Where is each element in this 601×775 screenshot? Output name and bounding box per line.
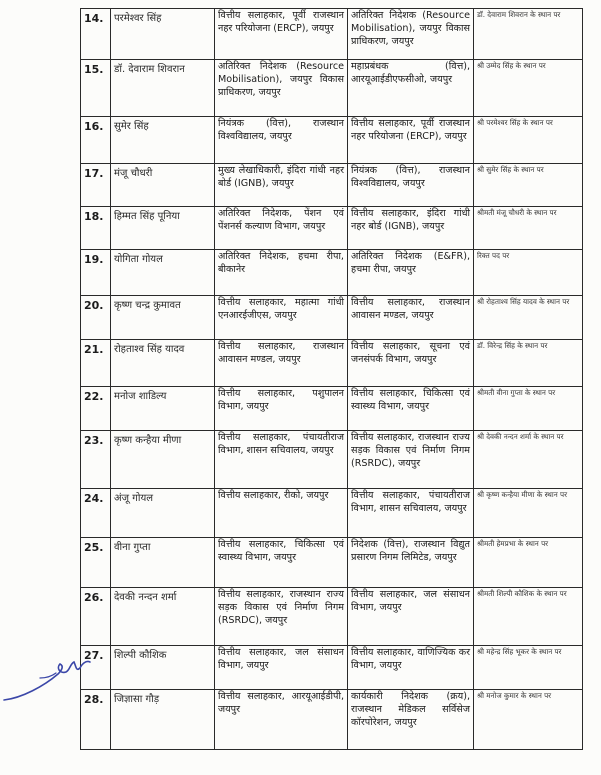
new-posting: नियंत्रक (वित्त), राजस्थान विश्वविद्यालय, जयपुर (348, 164, 474, 207)
table-row (81, 690, 583, 750)
current-posting: वित्तीय सलाहकार, पंचायतीराज विभाग, शासन सचिवालय, जयपुर (215, 431, 348, 489)
remarks: डॉ. देवाराम शिवरान के स्थान पर (474, 9, 583, 60)
new-posting: अतिरिक्त निदेशक (Resource Mobilisation), जयपुर विकास प्राधिकरण, जयपुर (348, 9, 474, 60)
current-posting: वित्तीय सलाहकार, पशुपालन विभाग, जयपुर (215, 387, 348, 431)
officer-name: देवकी नन्दन शर्मा (111, 588, 215, 646)
officer-name: परमेश्वर सिंह (111, 9, 215, 60)
remarks: श्रीमती वीना गुप्ता के स्थान पर (474, 387, 583, 431)
serial-number: 27. (81, 646, 111, 690)
remarks: श्री महेन्द्र सिंह भूकर के स्थान पर (474, 646, 583, 690)
current-posting: वित्तीय सलाहकार, जल संसाधन विभाग, जयपुर (215, 646, 348, 690)
current-posting: वित्तीय सलाहकार, चिकित्सा एवं स्वास्थ्य विभाग, जयपुर (215, 538, 348, 588)
current-posting: वित्तीय सलाहकार, राजस्थान आवासन मण्डल, जयपुर (215, 340, 348, 387)
current-posting: वित्तीय सलाहकार, आरयूआईडीपी, जयपुर (215, 690, 348, 750)
current-posting: मुख्य लेखाधिकारी, इंदिरा गांधी नहर बोर्ड (IGNB), जयपुर (215, 164, 348, 207)
officer-name: रोहताश्व सिंह यादव (111, 340, 215, 387)
remarks: रिक्त पद पर (474, 250, 583, 296)
table-row (81, 340, 583, 387)
remarks: श्री परमेश्वर सिंह के स्थान पर (474, 117, 583, 164)
current-posting: अतिरिक्त निदेशक, हचमा रीपा, बीकानेर (215, 250, 348, 296)
new-posting: वित्तीय सलाहकार, इंदिरा गांधी नहर बोर्ड (IGNB), जयपुर (348, 207, 474, 250)
serial-number: 18. (81, 207, 111, 250)
serial-number: 26. (81, 588, 111, 646)
new-posting: वित्तीय सलाहकार, वाणिज्यिक कर विभाग, जयपुर (348, 646, 474, 690)
serial-number: 22. (81, 387, 111, 431)
table-row (81, 164, 583, 207)
serial-number: 28. (81, 690, 111, 750)
serial-number: 16. (81, 117, 111, 164)
current-posting: अतिरिक्त निदेशक (Resource Mobilisation), जयपुर विकास प्राधिकरण, जयपुर (215, 60, 348, 117)
serial-number: 14. (81, 9, 111, 60)
new-posting: वित्तीय सलाहकार, राजस्थान आवासन मण्डल, जयपुर (348, 296, 474, 340)
remarks: श्री कृष्ण कन्हैया मीणा के स्थान पर (474, 489, 583, 538)
officer-name: हिम्मत सिंह पूनिया (111, 207, 215, 250)
remarks: श्रीमती मंजू चौधरी के स्थान पर (474, 207, 583, 250)
table-row (81, 538, 583, 588)
remarks: श्री देवकी नन्दन शर्मा के स्थान पर (474, 431, 583, 489)
new-posting: वित्तीय सलाहकार, पूर्वी राजस्थान नहर परियोजना (ERCP), जयपुर (348, 117, 474, 164)
serial-number: 15. (81, 60, 111, 117)
serial-number: 24. (81, 489, 111, 538)
remarks: श्रीमती हेमप्रभा के स्थान पर (474, 538, 583, 588)
transfer-order-table (80, 8, 583, 750)
current-posting: वित्तीय सलाहकार, पूर्वी राजस्थान नहर परियोजना (ERCP), जयपुर (215, 9, 348, 60)
table-row (81, 296, 583, 340)
serial-number: 21. (81, 340, 111, 387)
officer-name: वीना गुप्ता (111, 538, 215, 588)
table-row (81, 207, 583, 250)
new-posting: अतिरिक्त निदेशक (E&FR), हचमा रीपा, जयपुर (348, 250, 474, 296)
officer-name: कृष्ण चन्द्र कुमावत (111, 296, 215, 340)
table-row (81, 117, 583, 164)
new-posting: वित्तीय सलाहकार, चिकित्सा एवं स्वास्थ्य विभाग, जयपुर (348, 387, 474, 431)
officer-name: कृष्ण कन्हैया मीणा (111, 431, 215, 489)
serial-number: 23. (81, 431, 111, 489)
table-row (81, 588, 583, 646)
new-posting: वित्तीय सलाहकार, जल संसाधन विभाग, जयपुर (348, 588, 474, 646)
remarks: श्री मनोज कुमार के स्थान पर (474, 690, 583, 750)
new-posting: निदेशक (वित्त), राजस्थान विद्युत प्रसारण निगम लिमिटेड, जयपुर (348, 538, 474, 588)
remarks: डॉ. विरेन्द्र सिंह के स्थान पर (474, 340, 583, 387)
table-row (81, 387, 583, 431)
table-row (81, 431, 583, 489)
officer-name: मंजू चौधरी (111, 164, 215, 207)
remarks: श्री सुमेर सिंह के स्थान पर (474, 164, 583, 207)
serial-number: 17. (81, 164, 111, 207)
current-posting: वित्तीय सलाहकार, राजस्थान राज्य सड़क विकास एवं निर्माण निगम (RSRDC), जयपुर (215, 588, 348, 646)
remarks: श्री उम्मेद सिंह के स्थान पर (474, 60, 583, 117)
table-row (81, 489, 583, 538)
handwritten-mark-icon (0, 628, 100, 708)
table-row (81, 9, 583, 60)
new-posting: वित्तीय सलाहकार, राजस्थान राज्य सड़क विकास एवं निर्माण निगम (RSRDC), जयपुर (348, 431, 474, 489)
new-posting: वित्तीय सलाहकार, सूचना एवं जनसंपर्क विभाग, जयपुर (348, 340, 474, 387)
current-posting: नियंत्रक (वित्त), राजस्थान विश्वविद्यालय, जयपुर (215, 117, 348, 164)
table-row (81, 60, 583, 117)
new-posting: कार्यकारी निदेशक (क्रय), राजस्थान मेडिकल सर्विसेज कॉरपोरेशन, जयपुर (348, 690, 474, 750)
serial-number: 19. (81, 250, 111, 296)
new-posting: वित्तीय सलाहकार, पंचायतीराज विभाग, शासन सचिवालय, जयपुर (348, 489, 474, 538)
officer-name: मनोज शाडिल्य (111, 387, 215, 431)
serial-number: 20. (81, 296, 111, 340)
officer-name: सुमेर सिंह (111, 117, 215, 164)
table-row (81, 250, 583, 296)
serial-number: 25. (81, 538, 111, 588)
officer-name: योगिता गोयल (111, 250, 215, 296)
remarks: श्री रोहताश्व सिंह यादव के स्थान पर (474, 296, 583, 340)
officer-name: शिल्पी कौशिक (111, 646, 215, 690)
officer-name: जिज्ञासा गौड़ (111, 690, 215, 750)
officer-name: डॉ. देवाराम शिवरान (111, 60, 215, 117)
officer-name: अंजू गोयल (111, 489, 215, 538)
current-posting: वित्तीय सलाहकार, महात्मा गांधी एनआरईजीएस, जयपुर (215, 296, 348, 340)
new-posting: महाप्रबंधक (वित्त), आरयूआईडीएफसीओ, जयपुर (348, 60, 474, 117)
current-posting: वित्तीय सलाहकार, रीको, जयपुर (215, 489, 348, 538)
current-posting: अतिरिक्त निदेशक, पेंशन एवं पेंशनर्स कल्याण विभाग, जयपुर (215, 207, 348, 250)
table-row (81, 646, 583, 690)
remarks: श्रीमती शिल्पी कौशिक के स्थान पर (474, 588, 583, 646)
